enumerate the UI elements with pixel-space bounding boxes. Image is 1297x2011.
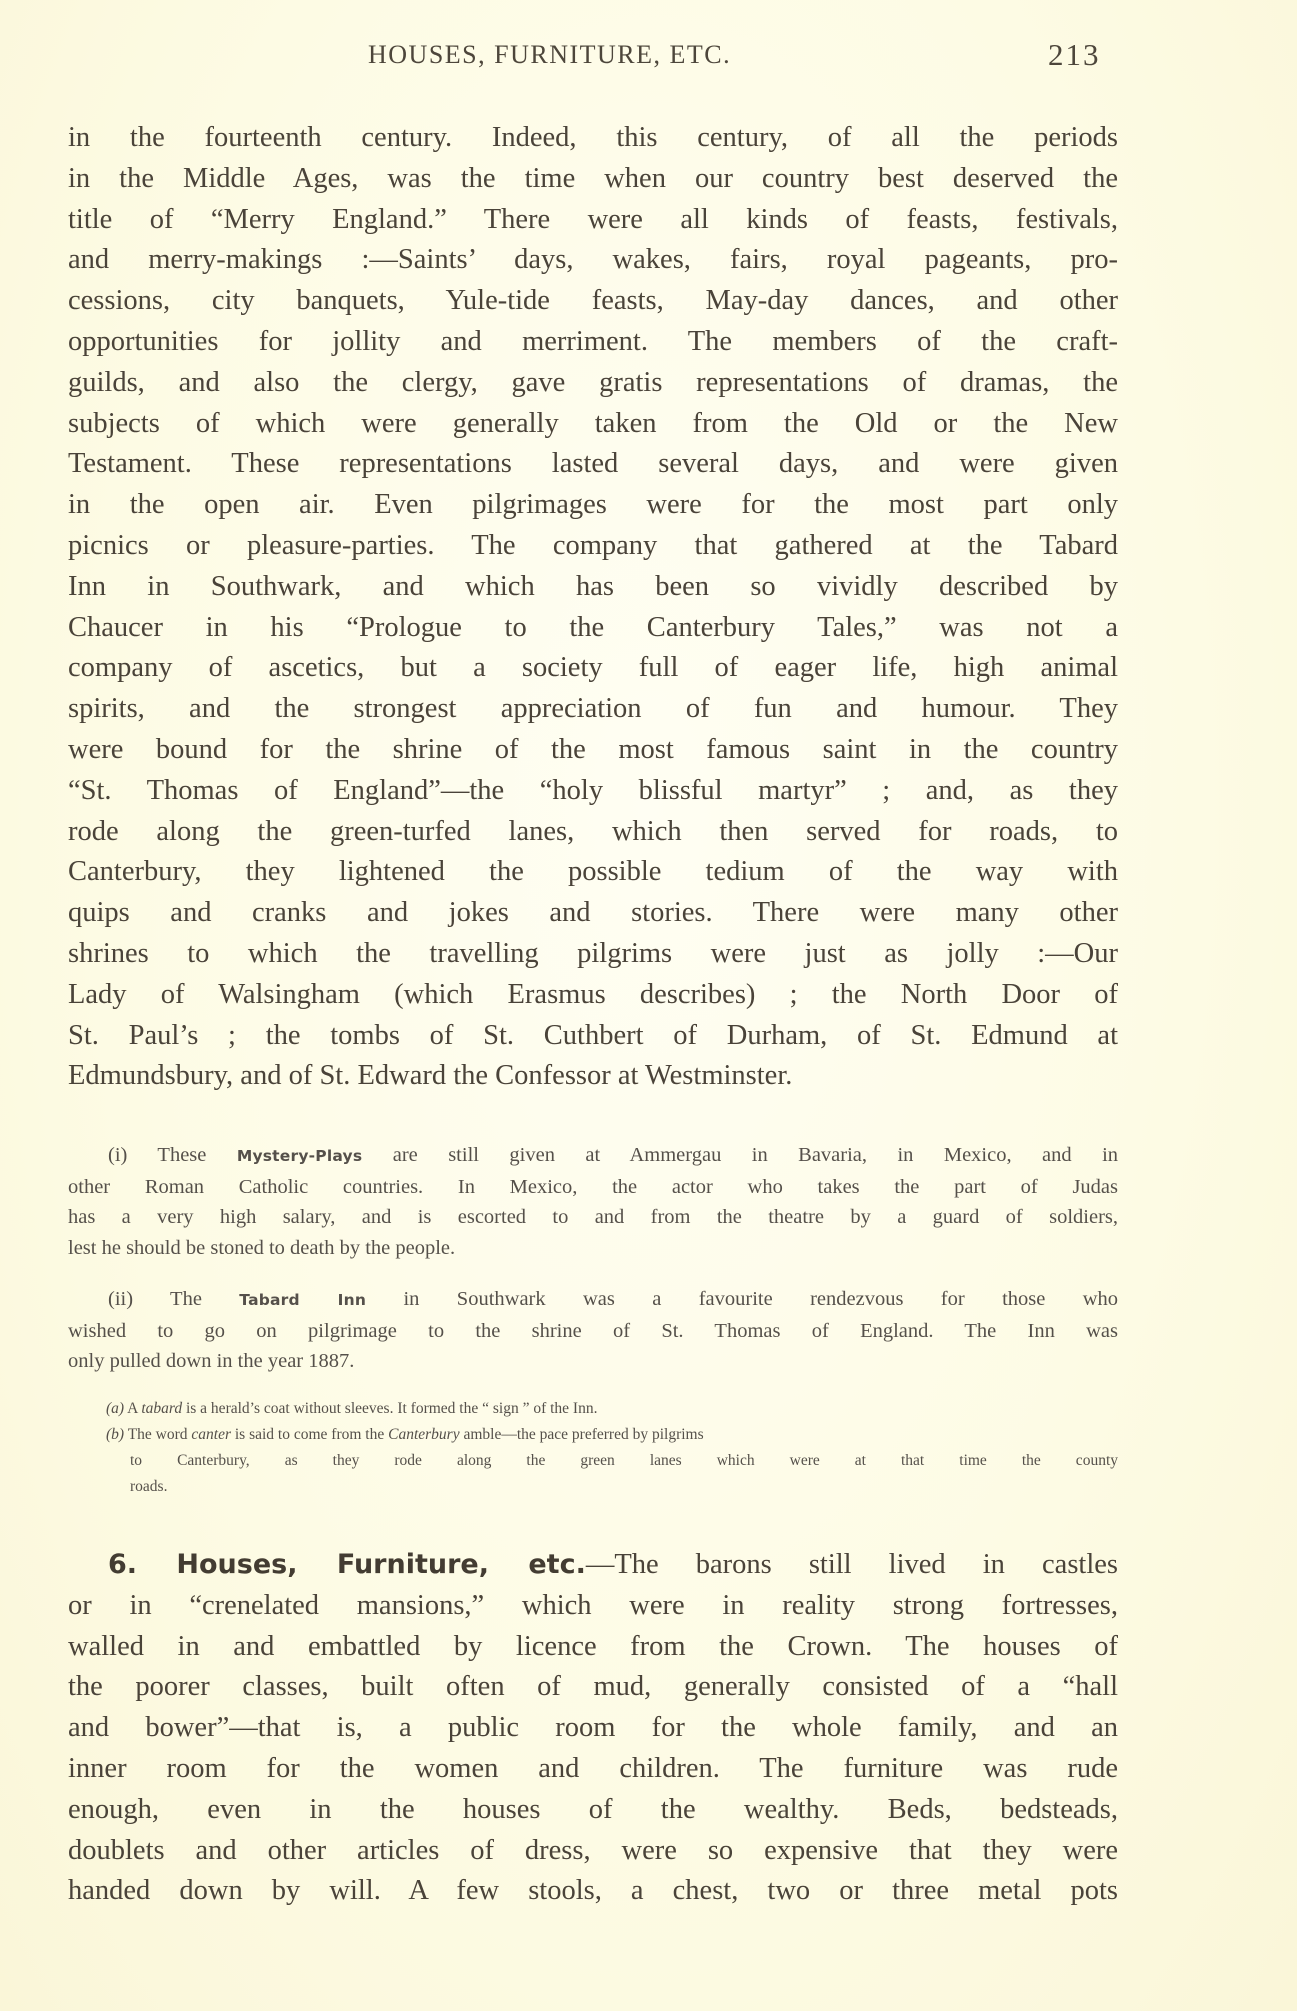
text-line: in the fourteenth century. Indeed, this century, of all the periods <box>68 122 1118 153</box>
text-line: opportunities for jollity and merriment. The members of the craft- <box>68 325 1118 357</box>
text-line: shrines to which the travelling pilgrims were just as jolly :—Our <box>68 937 1118 969</box>
text-line: and bower”—that is, a public room for the whole family, and an <box>68 1712 1118 1744</box>
footnote-i <box>68 1140 1118 1263</box>
subnote-marker: (b) <box>106 1426 125 1443</box>
subnote-a <box>68 1396 1118 1422</box>
text-line: walled in and embattled by licence from the Crown. The houses of <box>68 1630 1118 1662</box>
subnote-text: is said to come from the <box>234 1426 385 1443</box>
text-line: title of “Merry England.” There were all kinds of feasts, festivals, <box>68 203 1118 235</box>
text-line: St. Paul’s ; the tombs of St. Cuthbert of Durham, of St. Edmund at <box>68 1019 1118 1051</box>
footnote-first-line <box>68 1284 1118 1316</box>
section-first-line <box>68 1545 1118 1586</box>
subnote-text: is a herald’s coat without sleeves. It formed the “ sign ” of the Inn. <box>185 1400 598 1417</box>
subnote-b <box>68 1422 1118 1448</box>
subnote-line: to Canterbury, as they rode along the green lanes which were at that time the county <box>130 1452 1118 1469</box>
text-line: spirits, and the strongest appreciation of fun and humour. They <box>68 693 1118 725</box>
subnote-italic-term: tabard <box>141 1400 183 1417</box>
subnote-text: The word <box>127 1426 188 1443</box>
footnote-line: has a very high salary, and is escorted to and from the theatre by a guard of soldiers, <box>68 1206 1118 1228</box>
footnote-first-line <box>68 1140 1118 1172</box>
text-line: company of ascetics, but a society full of eager life, high animal <box>68 652 1118 684</box>
text-line: in the Middle Ages, was the time when our country best deserved the <box>68 162 1118 194</box>
running-title: HOUSES, FURNITURE, ETC. <box>368 40 732 69</box>
text-line: the poorer classes, built often of mud, generally consisted of a “hall <box>68 1671 1118 1703</box>
running-head <box>68 37 1118 80</box>
text-line: Inn in Southwark, and which has been so vividly described by <box>68 570 1118 602</box>
section-heading: 6. Houses, Furniture, etc. <box>108 1549 586 1580</box>
footnote-marker: (i) These <box>108 1144 207 1166</box>
text-line: inner room for the women and children. The furniture was rude <box>68 1752 1118 1784</box>
text-line: handed down by will. A few stools, a chest, two or three metal pots <box>68 1875 1118 1907</box>
text-line: Edmundsbury, and of St. Edward the Confessor at Westminster. <box>68 1060 793 1092</box>
footnote-line: wished to go on pilgrimage to the shrine of St. Thomas of England. The Inn was <box>68 1319 1118 1342</box>
subnote-line: roads. <box>130 1478 168 1495</box>
text-line: subjects of which were generally taken from the Old or the New <box>68 407 1118 439</box>
subnote-text: A <box>127 1400 138 1417</box>
text-line: rode along the green-turfed lanes, which then served for roads, to <box>68 815 1118 847</box>
text-line: and merry-makings :—Saints’ days, wakes, fairs, royal pageants, pro- <box>68 244 1118 276</box>
subnote-marker: (a) <box>106 1400 125 1417</box>
footnote-ii <box>68 1284 1118 1377</box>
subnote-italic-term: Canterbury <box>388 1426 460 1443</box>
footnote-marker: (ii) The <box>108 1288 202 1310</box>
section-6-paragraph <box>68 1545 1118 1912</box>
text-line: Lady of Walsingham (which Erasmus describes) ; the North Door of <box>68 978 1118 1010</box>
footnote-term: Mystery-Plays <box>236 1147 363 1165</box>
section-text: —The barons still lived in castles <box>585 1549 1118 1580</box>
text-line: guilds, and also the clergy, gave gratis representations of dramas, the <box>68 366 1118 398</box>
text-line: Chaucer in his “Prologue to the Canterbury Tales,” was not a <box>68 611 1118 643</box>
text-line: were bound for the shrine of the most famous saint in the country <box>68 733 1118 765</box>
text-line: doublets and other articles of dress, were so expensive that they were <box>68 1834 1118 1866</box>
text-line: enough, even in the houses of the wealthy. Beds, bedsteads, <box>68 1793 1118 1825</box>
subnote-text: amble—the pace preferred by pilgrims <box>463 1426 704 1443</box>
footnote-text: are still given at Ammergau in Bavaria, in Mexico, and in <box>392 1144 1119 1166</box>
text-line: Testament. These representations lasted several days, and were given <box>68 448 1118 480</box>
text-line: Canterbury, they lightened the possible tedium of the way with <box>68 856 1118 888</box>
footnote-line: other Roman Catholic countries. In Mexico, the actor who takes the part of Judas <box>68 1175 1118 1198</box>
footnote-text: in Southwark was a favourite rendezvous for those who <box>403 1288 1119 1310</box>
text-line: quips and cranks and jokes and stories. There were many other <box>68 897 1118 929</box>
footnote-term: Tabard Inn <box>239 1291 367 1309</box>
text-line: cessions, city banquets, Yule-tide feasts, May-day dances, and other <box>68 285 1118 317</box>
page-number: 213 <box>1048 37 1101 72</box>
subnote-italic-term: canter <box>191 1426 231 1443</box>
main-paragraph <box>68 118 1118 1097</box>
footnote-line: only pulled down in the year 1887. <box>68 1350 355 1372</box>
text-line: in the open air. Even pilgrimages were for the most part only <box>68 489 1118 521</box>
text-line: picnics or pleasure-parties. The company that gathered at the Tabard <box>68 529 1118 561</box>
sub-footnotes <box>68 1396 1118 1500</box>
footnote-line: lest he should be stoned to death by the people. <box>68 1236 456 1259</box>
text-line: or in “crenelated mansions,” which were in reality strong fortresses, <box>68 1589 1118 1621</box>
text-line: “St. Thomas of England”—the “holy blissful martyr” ; and, as they <box>68 774 1118 806</box>
